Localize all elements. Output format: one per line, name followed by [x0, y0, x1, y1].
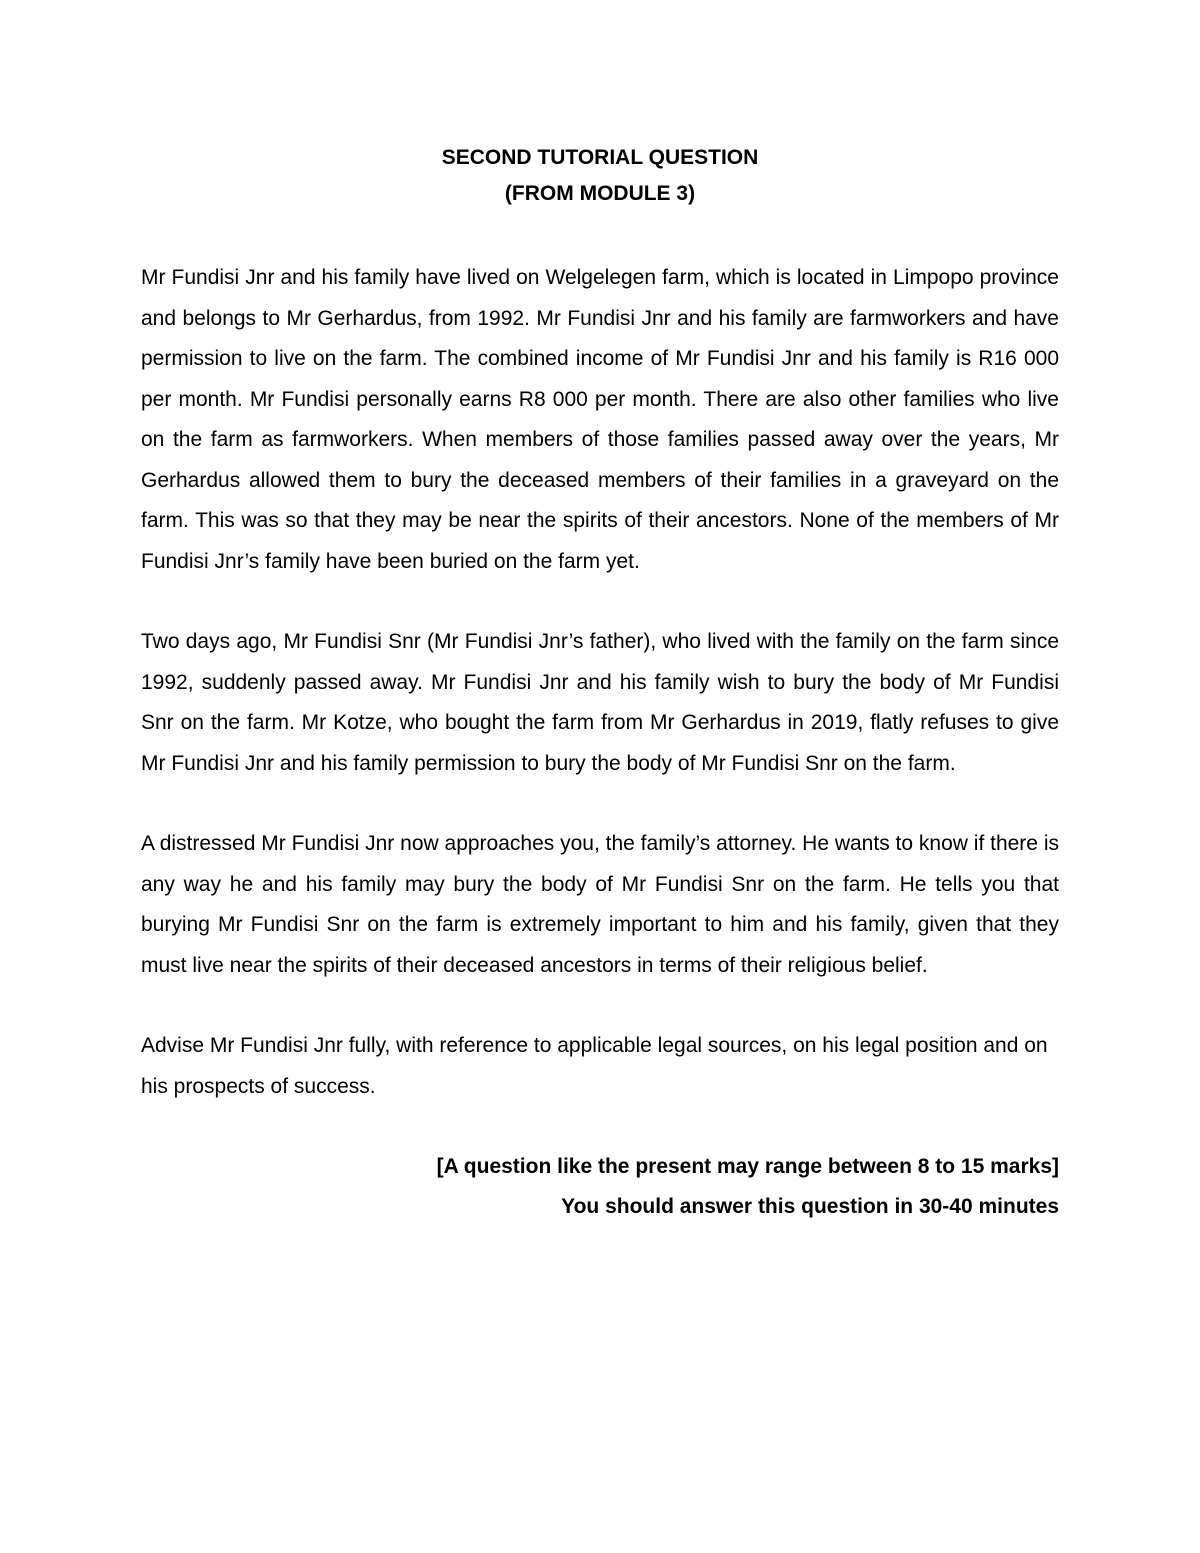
time-note: You should answer this question in 30-40 minutes: [561, 1195, 1059, 1218]
title-block: [141, 140, 1059, 212]
document-body: [141, 140, 1059, 1227]
document-subtitle: (FROM MODULE 3): [504, 182, 696, 205]
paragraph-death: Two days ago, Mr Fundisi Snr (Mr Fundisi Jnr’s father), who lived with the family on the farm since 1992, suddenly passed away. Mr Fundisi Jnr and his family wish to bury the body of Mr Fundisi Snr on the farm. Mr Kotze, who bought the farm from Mr Gerhardus in 2019, flatly refuses to give Mr Fundisi Jnr and his family permission to bury the body of Mr Fundisi Snr on the farm.: [141, 630, 1059, 775]
paragraph-instruction: Advise Mr Fundisi Jnr fully, with reference to applicable legal sources, on his legal position and on his prospects of success.: [141, 1034, 1048, 1098]
paragraph-request: A distressed Mr Fundisi Jnr now approaches you, the family’s attorney. He wants to know if there is any way he and his family may bury the body of Mr Fundisi Snr on the farm. He tells you that burying Mr Fundisi Snr on the farm is extremely important to him and his family, given that they must live near the spirits of their deceased ancestors in terms of their religious belief.: [141, 832, 1059, 977]
paragraph-facts: Mr Fundisi Jnr and his family have lived on Welgelegen farm, which is located in Limpopo province and belongs to Mr Gerhardus, from 1992. Mr Fundisi Jnr and his family are farmworkers and have permission to live on the farm. The combined income of Mr Fundisi Jnr and his family is R16 000 per month. Mr Fundisi personally earns R8 000 per month. There are also other families who live on the farm as farmworkers. When members of those families passed away over the years, Mr Gerhardus allowed them to bury the deceased members of their families in a graveyard on the farm. This was so that they may be near the spirits of their ancestors. None of the members of Mr Fundisi Jnr’s family have been buried on the farm yet.: [141, 266, 1059, 573]
footer-notes: [141, 1147, 1059, 1227]
marks-note: [A question like the present may range between 8 to 15 marks]: [436, 1155, 1059, 1178]
document-title: SECOND TUTORIAL QUESTION: [441, 146, 759, 169]
